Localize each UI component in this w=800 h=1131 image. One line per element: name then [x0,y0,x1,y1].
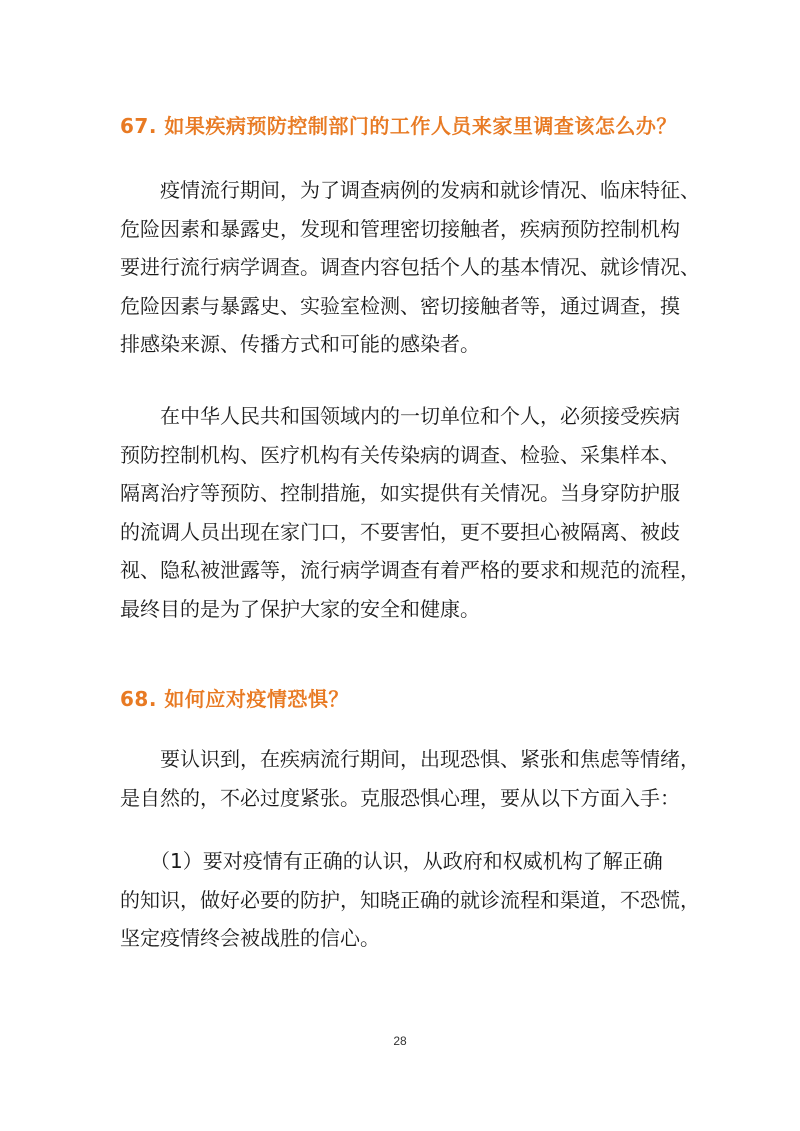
paragraph-line: 危险因素和暴露史，发现和管理密切接触者，疾病预防控制机构 [120,216,680,241]
page-number: 28 [393,1034,407,1048]
paragraph-line: 疫情流行期间，为了调查病例的发病和就诊情况、临床特征、 [120,178,700,202]
paragraph-line: 危险因素与暴露史、实验室检测、密切接触者等，通过调查，摸 [120,293,680,318]
paragraph-line: 要认识到，在疾病流行期间，出现恐惧、紧张和焦虑等情绪， [120,747,700,771]
paragraph-line: 最终目的是为了保护大家的安全和健康。 [120,596,480,621]
paragraph-line: 视、隐私被泄露等，流行病学调查有着严格的要求和规范的流程， [120,558,700,582]
paragraph-line: 要进行流行病学调查。调查内容包括个人的基本情况、就诊情况、 [120,255,700,279]
paragraph-line: 排感染来源、传播方式和可能的感染者。 [120,332,480,356]
paragraph-line: （1）要对疫情有正确的认识，从政府和权威机构了解正确 [120,849,663,873]
section-68-paragraph-2 [120,842,700,958]
paragraph-line: 坚定疫情终会被战胜的信心。 [120,926,380,950]
section-67-paragraph-2 [120,397,700,628]
section-67-paragraph-1 [120,171,700,364]
paragraph-line: 的知识，做好必要的防护，知晓正确的就诊流程和渠道，不恐慌， [120,887,700,912]
paragraph-line: 隔离治疗等预防、控制措施，如实提供有关情况。当身穿防护服 [120,481,680,505]
paragraph-line: 预防控制机构、医疗机构有关传染病的调查、检验、采集样本、 [120,442,680,467]
paragraph-line: 是自然的，不必过度紧张。克服恐惧心理，要从以下方面入手： [120,785,680,810]
section-68-paragraph-1 [120,740,700,817]
paragraph-line: 在中华人民共和国领域内的一切单位和个人，必须接受疾病 [120,404,680,428]
section-heading-67: 67. 如果疾病预防控制部门的工作人员来家里调查该怎么办？ [120,114,677,138]
section-heading-68: 68. 如何应对疫情恐惧？ [120,687,349,711]
paragraph-line: 的流调人员出现在家门口，不要害怕，更不要担心被隔离、被歧 [120,519,680,544]
